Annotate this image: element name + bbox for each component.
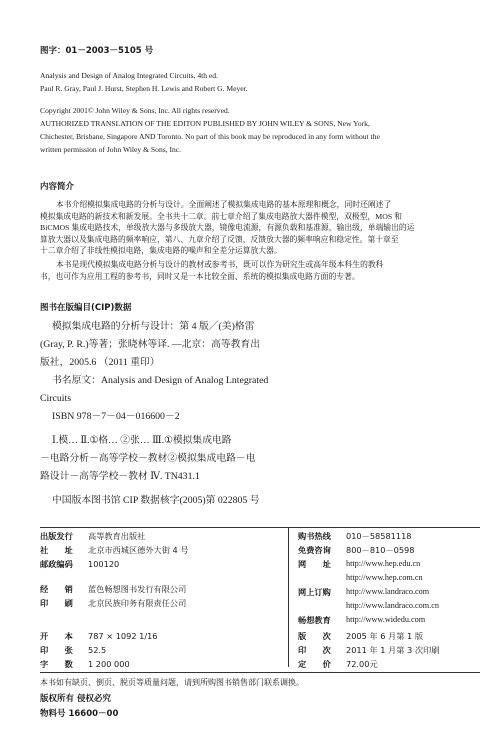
summary-paragraph-2: [40, 259, 485, 282]
postcode-label: 邮政编码: [40, 559, 73, 569]
authorized-line-2: Chichester, Brisbane, Singapore AND Toronto. No part of this book may be reproduced in any form without the: [40, 132, 380, 141]
summary-line: 书，也可作为应用工程的参考书，同时又是一本比较全面、系统的模拟集成电路方面的专著。: [40, 271, 360, 281]
english-title-line: Analysis and Design of Analog Integrated Circuits, 4th ed.: [40, 71, 218, 80]
online-order-label: 网上订购: [298, 587, 331, 597]
summary-paragraph-1: [40, 199, 485, 257]
authorized-line-1: AUTHORIZED TRANSLATION OF THE EDITON PUBLISHED BY JOHN WILEY & SONS, New York,: [40, 119, 370, 128]
publication-bottom-rule: [40, 672, 480, 673]
distributor-label: 经 销: [40, 584, 73, 594]
cip-line: 书名原文：Analysis and Design of Analog Lntegrated: [52, 375, 269, 386]
address-label: 社 址: [40, 545, 73, 555]
english-copyright-line: Copyright 2001© John Wiley & Sons, Inc. All rights reserved.: [40, 106, 230, 115]
cip-isbn: ISBN 978－7－04－016600－2: [52, 411, 180, 422]
sheets-label: 印 张: [40, 645, 73, 655]
online-order-url-2[interactable]: http://www.landraco.com.cn: [346, 601, 439, 610]
authorized-line-3: written permission of John Wiley & Sons, Inc.: [40, 145, 182, 154]
summary-line: 本书是现代模拟集成电路分析与设计的教材或参考书，既可以作为研究生或高年级本科生的教科: [56, 260, 384, 269]
quality-notice: 本书如有缺页、倒页、脱页等质量问题，请到所购图书销售部门联系调换。: [40, 678, 304, 687]
price-value: 72.00元: [346, 659, 378, 669]
publisher-label: 出版发行: [40, 531, 73, 541]
summary-line: 本书介绍模拟集成电路的分析与设计。全面阐述了模拟集成电路的基本原理和概念，同时还阐述了: [56, 200, 392, 209]
cip-line: 路设计－高等学校－教材 Ⅳ. TN431.1: [40, 471, 200, 482]
publication-top-rule: [40, 527, 480, 528]
format-value: 787 × 1092 1/16: [88, 631, 158, 641]
hotline-value: 010－58581118: [346, 531, 412, 541]
website-url-1[interactable]: http://www.hep.edu.cn: [346, 559, 421, 568]
widedu-label: 畅想教育: [298, 615, 331, 625]
rights-reserved: 版权所有 侵权必究: [40, 694, 111, 704]
address-value: 北京市西城区德外大街 4 号: [88, 545, 189, 555]
wordcount-value: 1 200 000: [88, 659, 130, 669]
cip-line: －电路分析－高等学校－教材②模拟集成电路－电: [40, 453, 256, 464]
cip-line: Circuits: [40, 393, 72, 404]
price-label: 定 价: [298, 659, 331, 669]
sheets-value: 52.5: [88, 645, 107, 655]
summary-line: 十二章介绍了非线性模拟电路，集成电路的噪声和全差分运算放大器。: [40, 246, 282, 256]
wordcount-label: 字 数: [40, 659, 73, 669]
copyright-registration: 图字：01－2003－5105 号: [40, 46, 154, 56]
publisher-value: 高等教育出版社: [88, 531, 146, 541]
distributor-value: 蓝色畅想图书发行有限公司: [88, 584, 187, 594]
printing-value: 2011 年 1 月第 3 次印刷: [346, 645, 440, 655]
hotline-label: 购书热线: [298, 531, 331, 541]
printer-value: 北京民族印务有限责任公司: [88, 598, 187, 608]
website-label: 网 址: [298, 559, 331, 569]
summary-line: 模拟集成电路的新技术和新发展。全书共十二章。前七章介绍了集成电路放大器件模型，双极型，MOS 和: [40, 211, 402, 221]
format-label: 开 本: [40, 631, 73, 641]
cip-line: 模拟集成电路的分析与设计：第 4 版／(美)格雷: [52, 321, 255, 332]
cip-data-number: 中国版本图书馆 CIP 数据核字(2005)第 022805 号: [52, 495, 260, 506]
consult-value: 800－810－0598: [346, 545, 415, 555]
summary-line: BiCMOS 集成电路技术，单级放大器与多级放大器，镜像电流源，有源负载和基准源，输出级，单端输出的运: [40, 223, 415, 233]
edition-value: 2005 年 6 月第 1 版: [346, 631, 424, 641]
english-authors-line: Paul R. Gray, Paul J. Hurst, Stephen H. Lewis and Robert G. Meyer.: [40, 84, 248, 93]
printing-label: 印 次: [298, 645, 331, 655]
online-order-url-1[interactable]: http://www.landraco.com: [346, 587, 430, 596]
cip-line: Ⅰ.模… Ⅱ.①格… ②张… Ⅲ.①模拟集成电路: [52, 435, 232, 446]
edition-label: 版 次: [298, 631, 331, 641]
item-number: 物料号 16600－00: [40, 709, 119, 719]
printer-label: 印 刷: [40, 598, 73, 608]
cip-line: 版社，2005.6 （2011 重印）: [40, 357, 160, 368]
cip-heading: 图书在版编目(CIP)数据: [40, 303, 132, 313]
summary-heading: 内容简介: [40, 182, 75, 192]
publication-divider: [288, 527, 289, 667]
consult-label: 免费咨询: [298, 545, 331, 555]
website-url-2[interactable]: http://www.hep.com.cn: [346, 573, 423, 582]
widedu-url[interactable]: http://www.widedu.com: [346, 615, 426, 624]
cip-line: (Gray, P. R.)等著；张晓林等译. —北京：高等教育出: [40, 339, 261, 350]
summary-line: 算放大器以及集成电路的频率响应，第八、九章介绍了反馈，反馈放大器的频率响应和稳定性。第十章至: [40, 234, 399, 244]
postcode-value: 100120: [88, 559, 120, 569]
